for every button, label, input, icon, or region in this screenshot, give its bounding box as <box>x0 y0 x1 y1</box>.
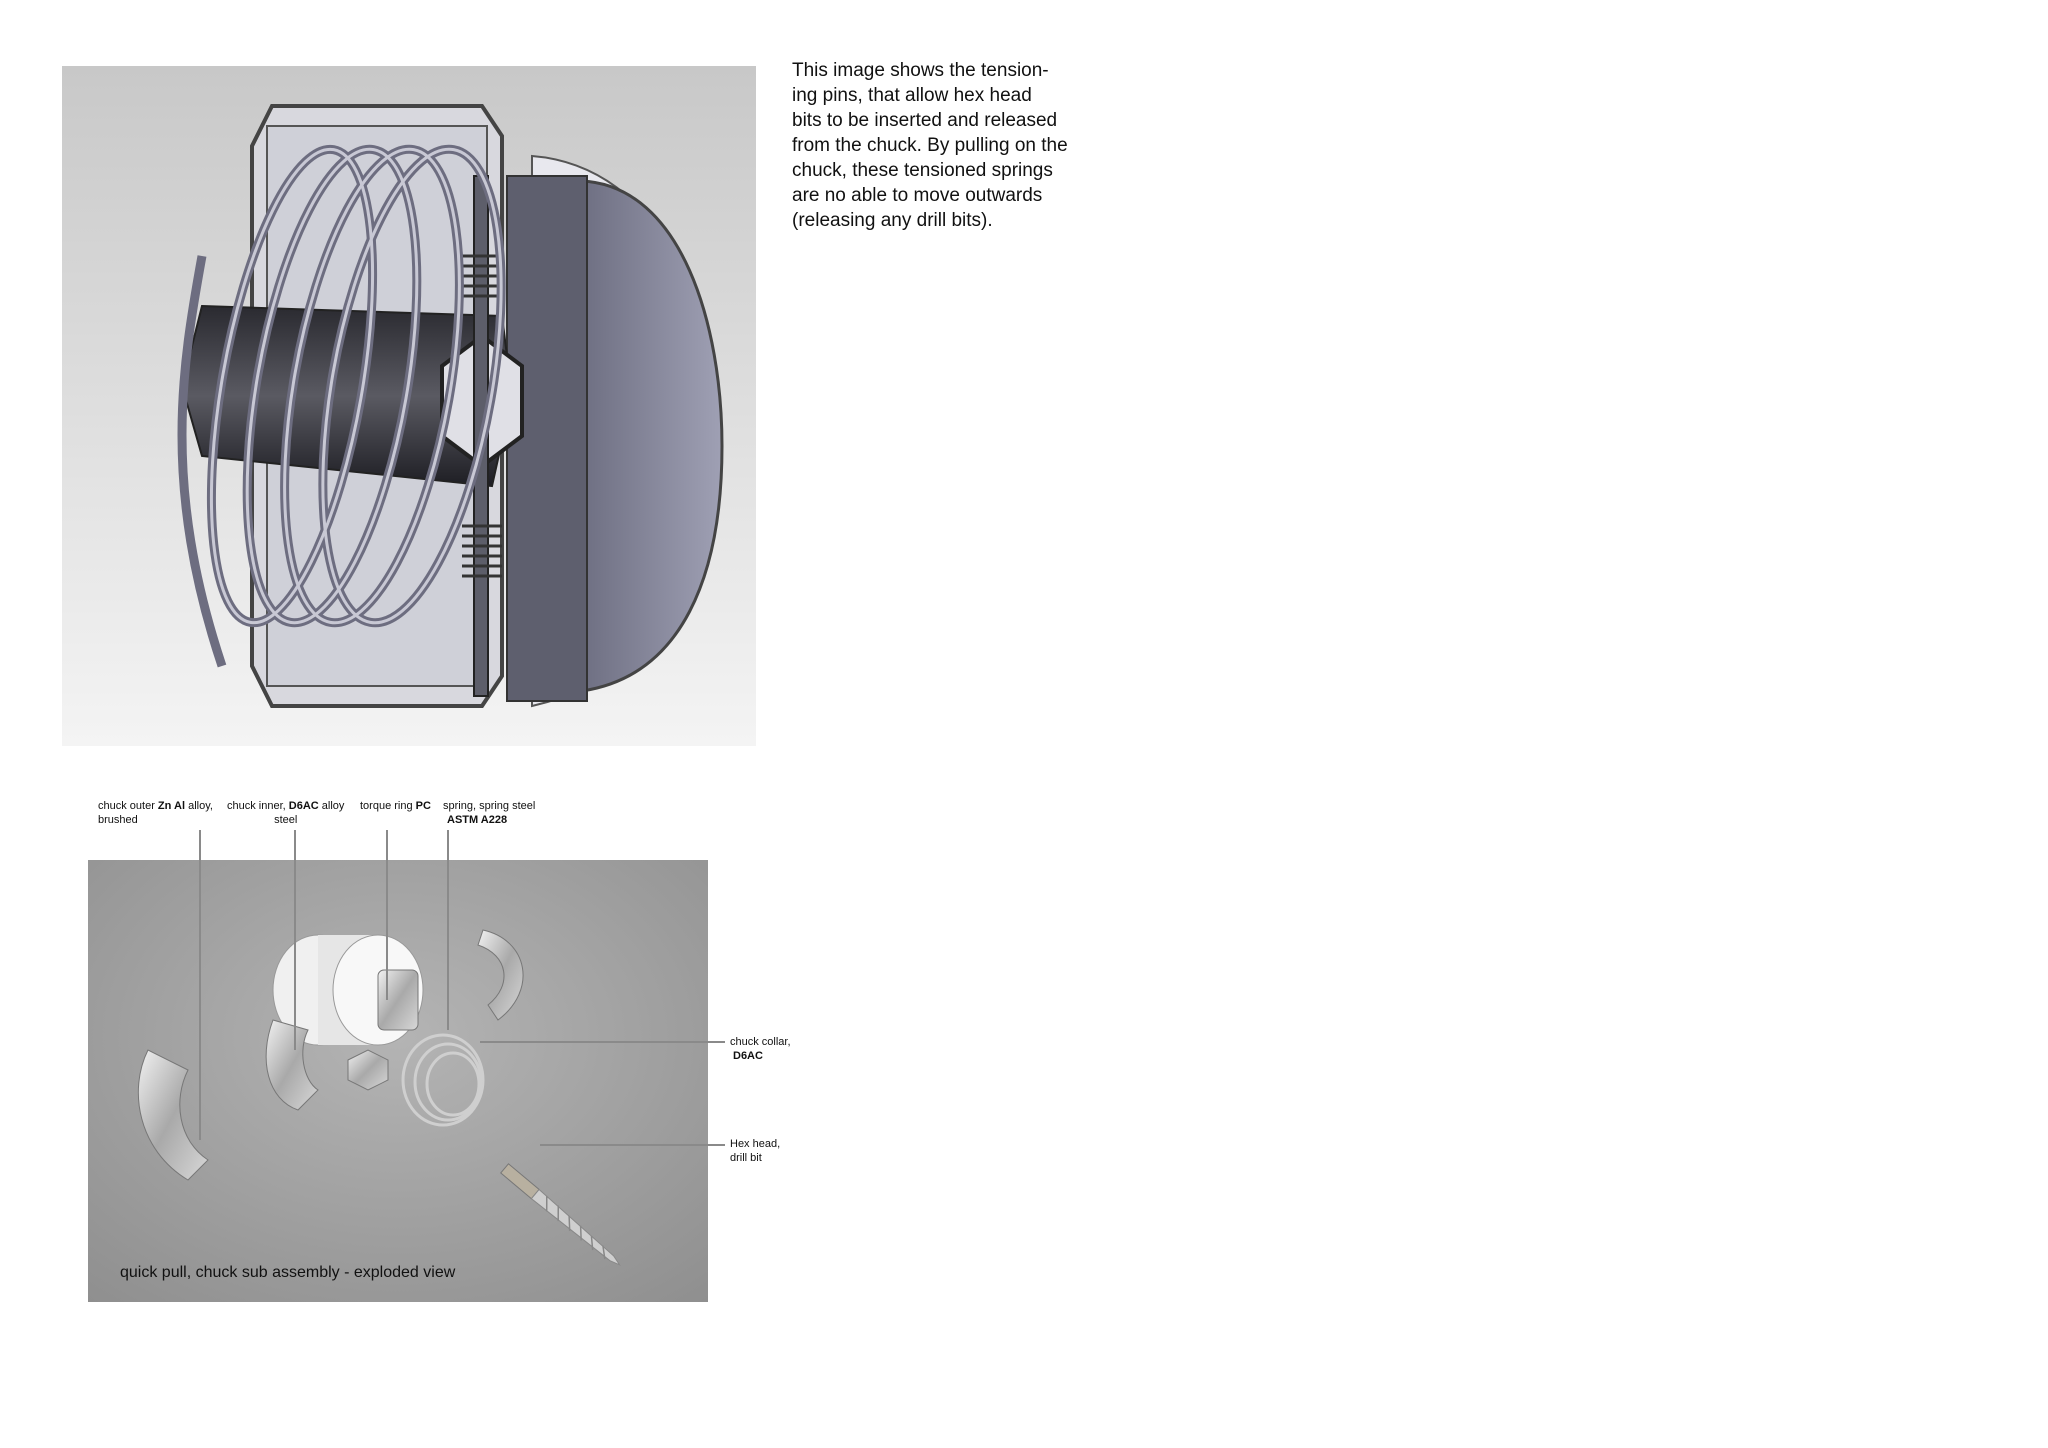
description-line: This image shows the tension- <box>792 60 1049 81</box>
label-text: alloy, <box>185 800 213 812</box>
label-material: D6AC <box>733 1050 763 1062</box>
description-line: from the chuck. By pulling on the <box>792 135 1068 156</box>
label-text: alloy <box>318 800 345 812</box>
label-spring <box>443 799 535 827</box>
label-chuck-inner <box>227 799 344 827</box>
label-chuck-outer <box>98 799 213 827</box>
label-material: ASTM A228 <box>447 814 508 826</box>
chuck-cutaway-render <box>62 66 756 746</box>
label-text: steel <box>274 814 298 826</box>
label-text: spring, spring steel <box>443 800 536 812</box>
label-material: PC <box>415 800 431 812</box>
description-line: are no able to move outwards <box>792 185 1043 206</box>
label-text: chuck outer <box>98 800 158 812</box>
label-text: brushed <box>98 814 138 826</box>
description-line: (releasing any drill bits). <box>792 210 993 231</box>
exploded-view-render <box>88 860 708 1302</box>
label-text: drill bit <box>730 1152 762 1164</box>
label-text: torque ring <box>360 800 416 812</box>
description-line: ing pins, that allow hex head <box>792 85 1032 106</box>
description-line: bits to be inserted and released <box>792 110 1058 131</box>
label-chuck-collar <box>730 1035 791 1063</box>
label-material: D6AC <box>288 800 319 812</box>
label-text: Hex head, <box>730 1138 781 1150</box>
label-text: chuck inner, <box>227 800 289 812</box>
label-torque-ring <box>360 799 431 813</box>
label-material: Zn Al <box>157 800 186 812</box>
description-paragraph <box>792 58 1092 233</box>
label-hex-head <box>730 1137 780 1165</box>
figure-caption: quick pull, chuck sub assembly - exploded view <box>120 1264 456 1281</box>
description-line: chuck, these tensioned springs <box>792 160 1053 181</box>
label-text: chuck collar, <box>730 1036 791 1048</box>
